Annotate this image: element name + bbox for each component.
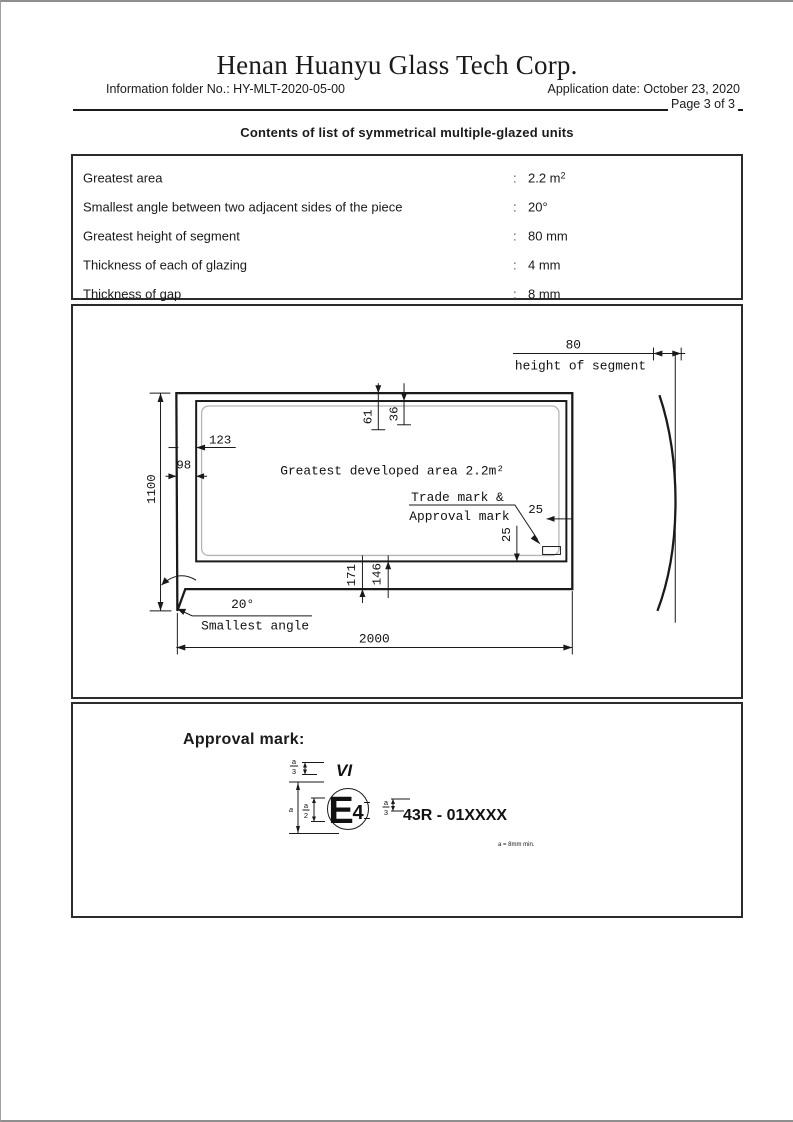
dim-171-label: 171 <box>344 564 359 587</box>
angle-value-label: 20° <box>231 596 255 612</box>
developed-area-label: Greatest developed area 2.2m² <box>280 463 505 479</box>
trademark-annotation <box>409 490 560 554</box>
spec-label: Greatest area <box>83 170 163 186</box>
spec-label: Thickness of each of glazing <box>83 257 248 273</box>
dim-a <box>289 782 300 834</box>
spec-colon: : <box>513 286 517 302</box>
company-title: Henan Huanyu Glass Tech Corp. <box>216 50 578 80</box>
spec-value: 4 mm <box>528 257 561 273</box>
page-number: Page 3 of 3 <box>668 97 738 111</box>
dim-61-label: 61 <box>361 409 376 425</box>
table-row <box>73 250 741 279</box>
dimension-171-146 <box>345 555 391 603</box>
section-title: Contents of list of symmetrical multiple-glazed units <box>240 125 574 140</box>
spec-value: 8 mm <box>528 286 561 302</box>
spec-label: Thickness of gap <box>83 286 182 302</box>
info-folder-number: Information folder No.: HY-MLT-2020-05-00 <box>106 82 346 96</box>
dimension-98 <box>165 448 207 480</box>
spec-colon: : <box>513 199 517 215</box>
application-date: Application date: October 23, 2020 <box>547 82 740 96</box>
spec-table <box>71 154 743 300</box>
e4-mark <box>328 789 371 833</box>
table-row <box>73 164 741 193</box>
superscript: 2 <box>560 170 566 181</box>
dim-80-label: 80 <box>565 337 582 353</box>
trademark-line1: Trade mark & <box>411 490 504 506</box>
technical-drawing-box <box>71 304 743 699</box>
dim-146-label: 146 <box>370 563 385 586</box>
dim-36-label: 36 <box>387 406 402 422</box>
svg-text:3: 3 <box>291 767 297 776</box>
spec-colon: : <box>513 170 517 186</box>
header-rule <box>73 109 743 111</box>
e-letter: E <box>328 790 354 832</box>
dim-123-label: 123 <box>209 433 232 448</box>
svg-text:a: a <box>383 798 389 807</box>
svg-text:a: a <box>291 757 297 766</box>
spec-value: 80 mm <box>528 228 568 244</box>
dim-a3-top <box>290 757 324 776</box>
dim-2000-label: 2000 <box>358 631 390 647</box>
smallest-angle-annotation <box>162 576 312 634</box>
table-row <box>73 222 741 251</box>
dim-a2 <box>303 798 326 822</box>
glazing-drawing <box>73 306 741 697</box>
height-of-segment <box>513 338 685 623</box>
svg-text:a: a <box>288 805 294 814</box>
dim-25h-label: 25 <box>528 502 544 517</box>
spec-label: Greatest height of segment <box>83 228 240 244</box>
svg-text:a: a <box>303 801 309 810</box>
segment-label: height of segment <box>514 358 647 374</box>
svg-text:2: 2 <box>303 811 309 820</box>
dim-98-label: 98 <box>176 458 192 473</box>
e-number: 4 <box>352 802 364 824</box>
glazing-class-label: VI <box>336 761 353 780</box>
dim-25v-label: 25 <box>500 527 515 543</box>
spec-value: 2.2 $m^2$ <box>528 170 566 186</box>
e-mark-drawing <box>286 754 548 856</box>
dimension-note: a = 8mm min. <box>498 842 535 848</box>
spec-colon: : <box>513 228 517 244</box>
approval-number: 43R - 01XXXX <box>403 807 508 824</box>
trademark-line2: Approval mark <box>409 508 510 524</box>
spec-value: 20° <box>528 199 548 215</box>
svg-text:3: 3 <box>383 808 389 817</box>
segment-arc <box>657 395 675 611</box>
approval-mark-box <box>71 702 743 918</box>
table-row <box>73 193 741 222</box>
spec-label: Smallest angle between two adjacent sides of the piece <box>83 199 403 215</box>
dim-1100-label: 1100 <box>144 474 159 504</box>
approval-heading: Approval mark: <box>183 731 305 748</box>
spec-colon: : <box>513 257 517 273</box>
smallest-angle-label: Smallest angle <box>201 618 310 634</box>
dimension-1100 <box>145 393 172 611</box>
